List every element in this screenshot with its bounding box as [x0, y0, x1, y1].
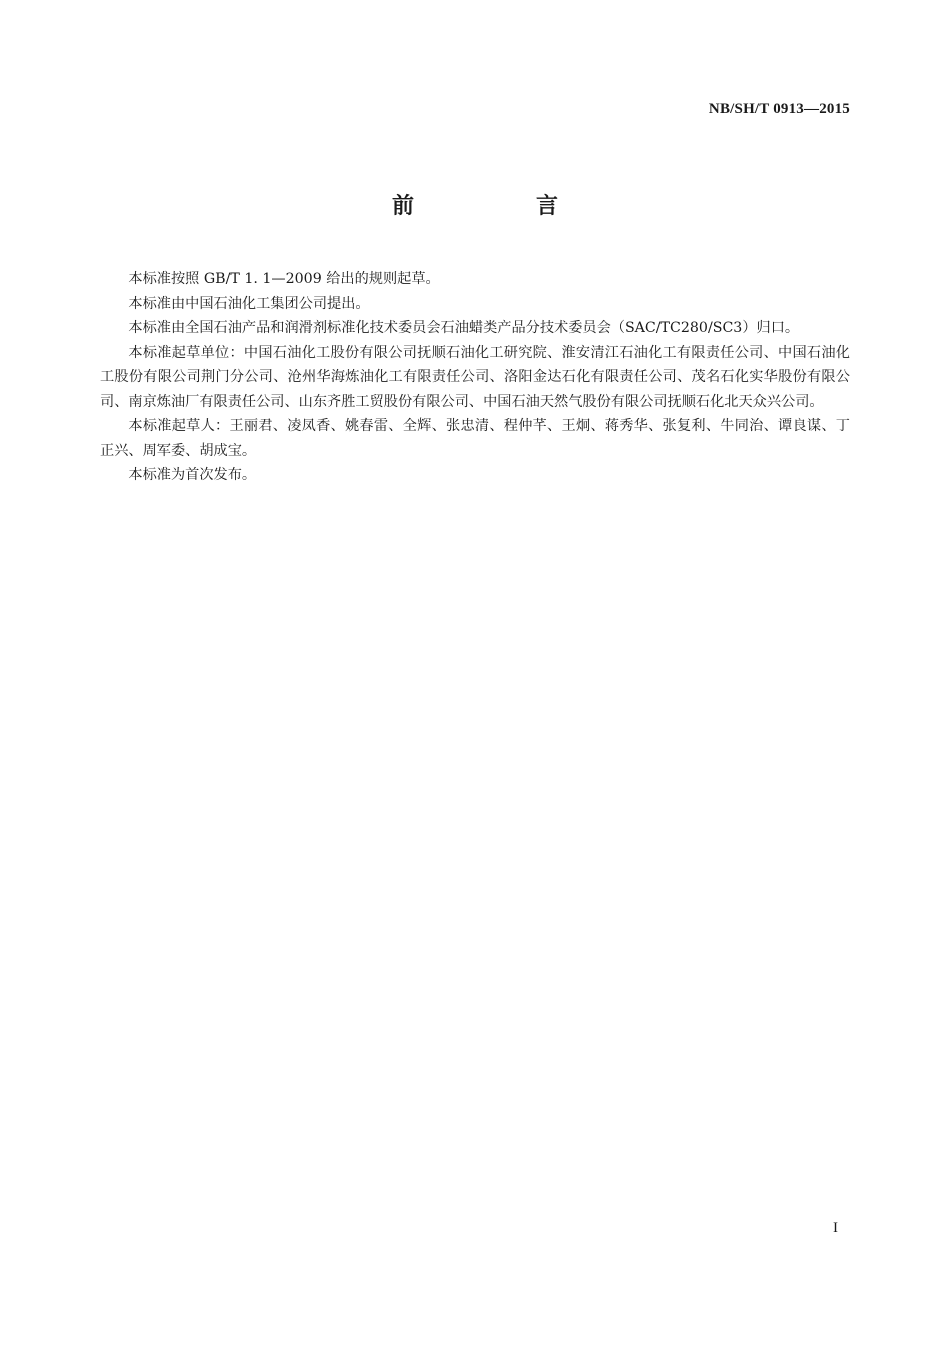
page-title: 前 言 — [391, 194, 608, 219]
paragraph-first-release: 本标准为首次发布。 — [128, 467, 257, 483]
paragraph-drafters: 本标准起草人：王丽君、凌凤香、姚春雷、全辉、张忠清、程仲芊、王炯、蒋秀华、张复利、牛同治、谭良谋、丁正兴、周军委、胡成宝。 — [100, 418, 850, 459]
paragraph-committee: 本标准由全国石油产品和润滑剂标准化技术委员会石油蜡类产品分技术委员会（SAC/TC280/SC3）归口。 — [128, 320, 800, 336]
foreword-body — [100, 267, 850, 488]
page-number: I — [833, 1220, 838, 1236]
paragraph-drafting-rules: 本标准按照 GB/T 1. 1—2009 给出的规则起草。 — [128, 271, 440, 287]
paragraph-drafting-units: 本标准起草单位：中国石油化工股份有限公司抚顺石油化工研究院、淮安清江石油化工有限责任公司、中国石油化工股份有限公司荆门分公司、沧州华海炼油化工有限责任公司、洛阳金达石化有限责任公司、茂名石化实华股份有限公司、南京炼油厂有限责任公司、山东齐胜工贸股份有限公司、中国石油天然气股份有限公司抚顺石化北天众兴公司。 — [100, 344, 850, 410]
standard-code: NB/SH/T 0913—2015 — [708, 101, 850, 117]
paragraph-proposer: 本标准由中国石油化工集团公司提出。 — [128, 295, 370, 312]
